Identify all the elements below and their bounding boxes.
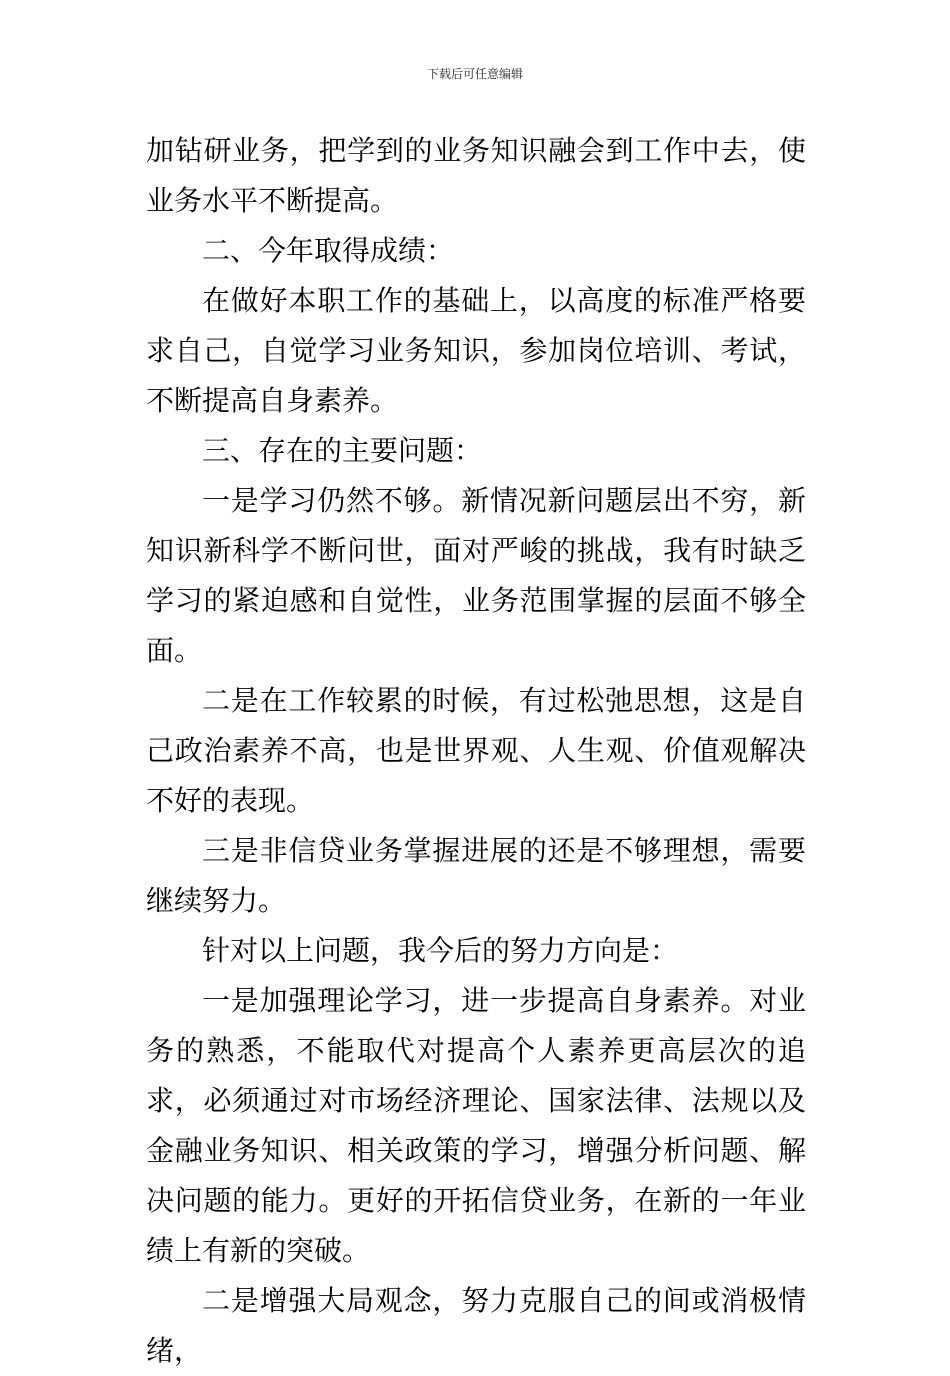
paragraph: 在做好本职工作的基础上，以高度的标准严格要求自己，自觉学习业务知识，参加岗位培训、考试，不断提高自身素养。 <box>146 284 806 417</box>
paragraph: 一是学习仍然不够。新情况新问题层出不穷，新知识新科学不断问世，面对严峻的挑战，我有时缺乏学习的紧迫感和自觉性，业务范围掌握的层面不够全面。 <box>146 484 806 667</box>
section-heading-direction: 针对以上问题，我今后的努力方向是： <box>202 934 679 967</box>
paragraph: 三是非信贷业务掌握进展的还是不够理想，需要继续努力。 <box>146 834 806 917</box>
section-heading-problems: 三、存在的主要问题： <box>202 434 483 467</box>
section-heading-achievements: 二、今年取得成绩： <box>202 234 455 267</box>
paragraph: 二是在工作较累的时候，有过松弛思想，这是自己政治素养不高，也是世界观、人生观、价值观解决不好的表现。 <box>146 684 806 817</box>
document-body <box>146 126 806 1376</box>
page-header: 下载后可任意编辑 <box>426 67 523 81</box>
paragraph: 一是加强理论学习，进一步提高自身素养。对业务的熟悉，不能取代对提高个人素养更高层次的追求，必须通过对市场经济理论、国家法律、法规以及金融业务知识、相关政策的学习，增强分析问题、解决问题的能力。更好的开拓信贷业务，在新的一年业绩上有新的突破。 <box>146 984 806 1267</box>
paragraph-continuation: 加钻研业务，把学到的业务知识融会到工作中去，使业务水平不断提高。 <box>146 134 806 217</box>
paragraph: 二是增强大局观念，努力克服自己的间或消极情绪， <box>146 1284 806 1367</box>
